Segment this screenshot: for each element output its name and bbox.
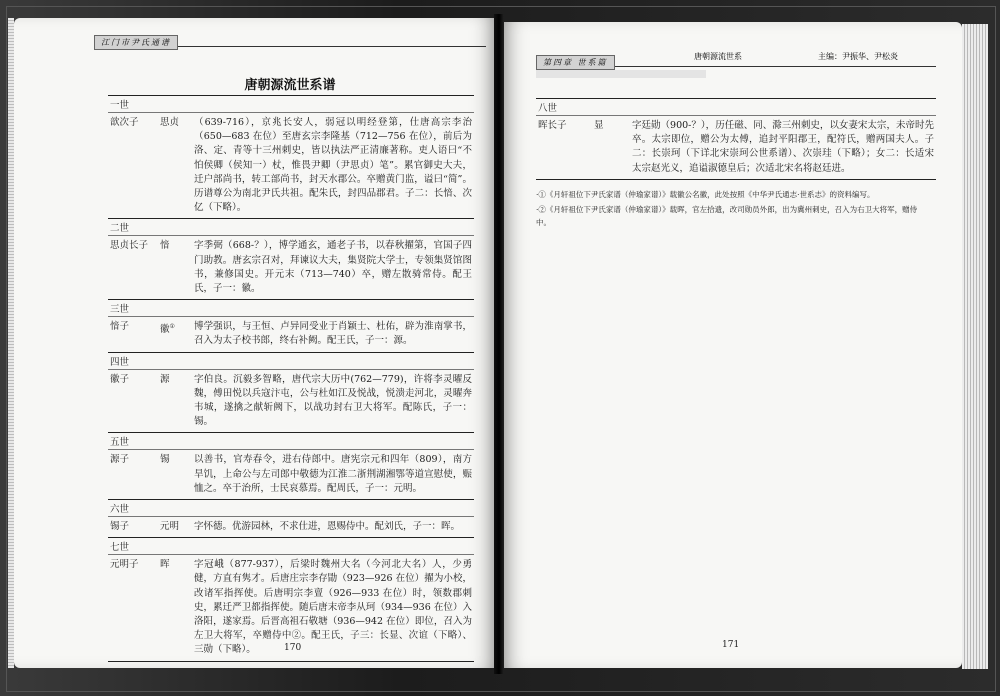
right-running-title: 唐朝源流世系 xyxy=(694,52,742,61)
genealogy-table-left xyxy=(108,95,474,662)
generation-entry xyxy=(536,116,936,179)
person-name: 锡 xyxy=(160,454,170,466)
page-number-right: 171 xyxy=(722,640,740,650)
footnote-mark: ① xyxy=(169,323,175,331)
person-description: 以善书，官寿春令，进右侍郎中。唐宪宗元和四年（809），南方旱饥，上命公与左司郎中敬德为江淮二浙荆湖湘鄂等道宣慰使，赈恤之。卒于治所，士民哀慕焉。配周氏，子一：元明。 xyxy=(194,454,472,494)
footnotes xyxy=(536,188,928,231)
right-running-head xyxy=(536,50,936,67)
faded-band xyxy=(536,70,706,78)
generation-entry xyxy=(108,113,474,218)
generation-block xyxy=(536,99,936,180)
person-relation: 锡子 xyxy=(110,521,130,533)
generation-entry xyxy=(108,370,474,433)
page-number-left: 170 xyxy=(284,643,302,653)
generation-entry xyxy=(108,517,474,537)
generation-label: 一世 xyxy=(108,96,474,113)
person-description: 博学强识，与王恒、卢异同受业于肖颖士、杜佑，辟为淮南掌书，召入为太子校书郎，终右补阙。配王氏，子一：源。 xyxy=(194,321,472,347)
person-name: 源 xyxy=(160,373,170,385)
right-running-head-label: 第四章 世系篇 xyxy=(536,55,615,70)
footnote: ·②《月轩祖位下尹氏家谱（仲瑜家谱）》载晖，官左拾遗，改司勋员外郎，出为冀州刺史，召入为右卫大将军，赠侍中。 xyxy=(536,205,918,227)
right-running-editor: 主编：尹振华、尹松炎 xyxy=(818,52,898,61)
person-name xyxy=(160,320,194,348)
person-description: 字冠峨（877-937），后梁时魏州大名（今河北大名）人，少勇健，方直有隽才。后唐庄宗李存勖（923—926 在位）擢为小校，改诸军指挥使。后唐明宗李亶（926—933 在位）时，领数郡刺史，累迁严卫都指挥使。随后唐末帝李从珂（934—936 在位）入洛阳，遂家焉。后晋高祖石敬塘（936—942 在位）即位，召入为左卫大将军，卒赠侍中②。配王氏，子三：长显、次谊（下略）、三勋（下略）。 xyxy=(194,559,472,656)
person-relation: 思贞长子 xyxy=(110,240,149,252)
person-description: 字廷勋（900-？），历任磁、同、滁三州刺史，以女妻宋太宗，未帝时先卒。太宗即位，赠公为太傅，追封平阳郡王，配符氏，赠两国夫人。子二：长崇珂（下详北宋崇珂公世系谱）、次崇珪（下略）；女二：长适宋太宗赵光义，追谥淑德皇后；次适北宋名将赵廷进。 xyxy=(632,120,934,174)
generation-label: 二世 xyxy=(108,219,474,236)
generation-label: 八世 xyxy=(536,99,936,116)
book-edge-right xyxy=(962,24,988,669)
person-relation: 歆次子 xyxy=(110,117,139,128)
page-title: 唐朝源流世系谱 xyxy=(244,78,336,93)
person-description: （639-716），京兆长安人，弱冠以明经登第，仕唐高宗李治（650—683 在位）至唐玄宗李隆基（712—756 在位），前后为洛、定、青等十三州刺史，皆以执法严正清廉著称。吏人语曰“不怕侯卿（侯知一）杖，惟畏尹卿（尹思贞）笔”。累官御史大夫，迁户部尚书，转工部尚书，封天水郡公。卒赠黄门监，谥曰“简”。历谱尊公为南北尹氏共祖。配朱氏，封四品郡君。子二：长愔、次亿（下略）。 xyxy=(194,117,472,214)
generation-block xyxy=(108,500,474,538)
generation-label: 七世 xyxy=(108,538,474,555)
person-relation: 愔子 xyxy=(110,321,130,333)
generation-label: 六世 xyxy=(108,500,474,517)
person-name: 元明 xyxy=(160,521,180,533)
person-description: 字伯良。沉毅多智略，唐代宗大历中(762—779)，许将李灵曜反魏，傅田悦以兵寇汴屯，公与杜如江及悦战，悦溃走河北，灵曜奔韦城，遂擒之献斩阙下，以战功封右卫大将军。配陈氏，子一：锡。 xyxy=(194,373,472,428)
person-relation: 元明子 xyxy=(110,559,139,571)
left-running-head-label: 江门市尹氏通谱 xyxy=(94,35,178,50)
generation-label: 四世 xyxy=(108,353,474,370)
genealogy-table-right xyxy=(536,98,936,180)
generation-entry xyxy=(108,317,474,351)
person-description: 字季弼（668-？），博学通玄，通老子书，以春秋擢第，官国子四门助教。唐玄宗召对，拜谏议大夫，集贤院大学士，专领集贤馆图书，兼修国史。开元末（713—740）卒，赠左散骑常侍。配王氏，子一：徽。 xyxy=(194,240,472,295)
generation-entry xyxy=(108,236,474,299)
person-name-text: 徽 xyxy=(160,324,170,336)
generation-block xyxy=(108,96,474,219)
generation-entry xyxy=(108,450,474,499)
person-relation: 徽子 xyxy=(110,373,130,385)
person-relation: 源子 xyxy=(110,454,130,466)
person-name: 愔 xyxy=(160,240,170,252)
book-gutter xyxy=(494,14,504,674)
generation-block xyxy=(108,353,474,434)
footnote: ·①《月轩祖位下尹氏家谱（仲瑜家谱）》载徽公名徽，此处按照《中华尹氏通志·世系志》的资料编写。 xyxy=(536,190,875,199)
person-name: 显 xyxy=(594,120,604,131)
left-running-head xyxy=(94,30,486,47)
person-name: 思贞 xyxy=(160,117,180,128)
generation-label: 三世 xyxy=(108,300,474,317)
generation-block xyxy=(108,219,474,300)
person-name: 晖 xyxy=(160,559,170,571)
generation-block xyxy=(108,300,474,352)
generation-block xyxy=(108,433,474,500)
person-description: 字怀德。优游园林，不求仕进，恩赐侍中。配刘氏，子一：晖。 xyxy=(194,521,461,533)
generation-label: 五世 xyxy=(108,433,474,450)
person-relation: 晖长子 xyxy=(538,120,567,131)
